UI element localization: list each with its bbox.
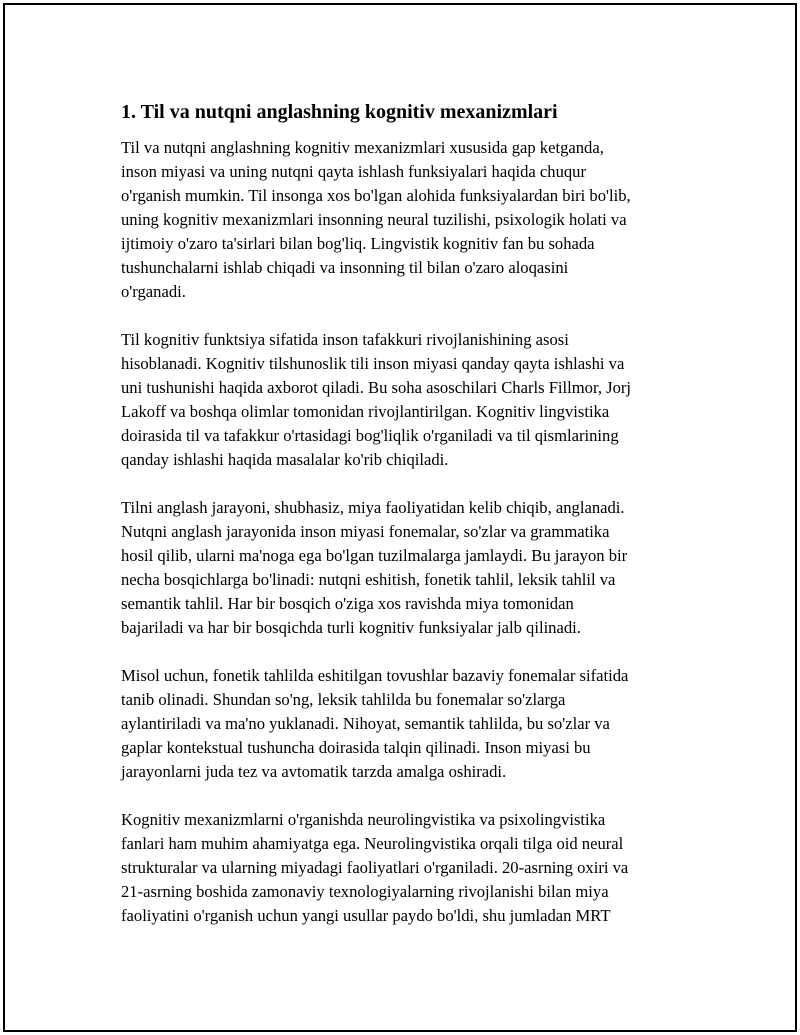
text-line: hosil qilib, ularni ma'noga ega bo'lgan tuzilmalarga jamlaydi. Bu jarayon bir <box>121 546 628 565</box>
text-line: o'rganadi. <box>121 282 186 301</box>
text-line: bajariladi va har bir bosqichda turli kognitiv funksiyalar jalb qilinadi. <box>121 618 581 637</box>
text-line: faoliyatini o'rganish uchun yangi usullar paydo bo'ldi, shu jumladan MRT <box>121 906 611 925</box>
text-line: Til va nutqni anglashning kognitiv mexanizmlari xususida gap ketganda, <box>121 138 604 157</box>
text-line: ijtimoiy o'zaro ta'sirlari bilan bog'liq. Lingvistik kognitiv fan bu sohada <box>121 234 595 253</box>
paragraph-1 <box>121 136 701 304</box>
text-line: Lakoff va boshqa olimlar tomonidan rivojlantirilgan. Kognitiv lingvistika <box>121 402 610 421</box>
text-line: doirasida til va tafakkur o'rtasidagi bog'liqlik o'rganiladi va til qismlarining <box>121 426 619 445</box>
text-line: Nutqni anglash jarayonida inson miyasi fonemalar, so'zlar va grammatika <box>121 522 610 541</box>
text-line: Kognitiv mexanizmlarni o'rganishda neurolingvistika va psixolingvistika <box>121 810 606 829</box>
text-line: gaplar kontekstual tushuncha doirasida talqin qilinadi. Inson miyasi bu <box>121 738 591 757</box>
document-body <box>121 99 701 952</box>
text-line: fanlari ham muhim ahamiyatga ega. Neurolingvistika orqali tilga oid neural <box>121 834 624 853</box>
page-frame <box>3 3 797 1032</box>
text-line: aylantiriladi va ma'no yuklanadi. Nihoyat, semantik tahlilda, bu so'zlar va <box>121 714 610 733</box>
paragraph-4 <box>121 664 701 784</box>
text-line: semantik tahlil. Har bir bosqich o'ziga xos ravishda miya tomonidan <box>121 594 574 613</box>
paragraph-5 <box>121 808 701 928</box>
text-line: Tilni anglash jarayoni, shubhasiz, miya faoliyatidan kelib chiqib, anglanadi. <box>121 498 625 517</box>
text-line: tanib olinadi. Shundan so'ng, leksik tahlilda bu fonemalar so'zlarga <box>121 690 566 709</box>
section-heading: 1. Til va nutqni anglashning kognitiv mexanizmlari <box>121 101 558 123</box>
text-line: necha bosqichlarga bo'linadi: nutqni eshitish, fonetik tahlil, leksik tahlil va <box>121 570 616 589</box>
text-line: qanday ishlashi haqida masalalar ko'rib chiqiladi. <box>121 450 449 469</box>
text-line: o'rganish mumkin. Til insonga xos bo'lgan alohida funksiyalardan biri bo'lib, <box>121 186 631 205</box>
paragraph-3 <box>121 496 701 640</box>
text-line: hisoblanadi. Kognitiv tilshunoslik tili inson miyasi qanday qayta ishlashi va <box>121 354 625 373</box>
paragraph-2 <box>121 328 701 472</box>
text-line: uni tushunishi haqida axborot qiladi. Bu soha asoschilari Charls Fillmor, Jorj <box>121 378 632 397</box>
text-line: 21-asrning boshida zamonaviy texnologiyalarning rivojlanishi bilan miya <box>121 882 609 901</box>
text-line: strukturalar va ularning miyadagi faoliyatlari o'rganiladi. 20-asrning oxiri va <box>121 858 629 877</box>
text-line: Til kognitiv funktsiya sifatida inson tafakkuri rivojlanishining asosi <box>121 330 569 349</box>
text-line: uning kognitiv mexanizmlari insonning neural tuzilishi, psixologik holati va <box>121 210 627 229</box>
text-line: Misol uchun, fonetik tahlilda eshitilgan tovushlar bazaviy fonemalar sifatida <box>121 666 629 685</box>
text-line: tushunchalarni ishlab chiqadi va insonning til bilan o'zaro aloqasini <box>121 258 569 277</box>
text-line: jarayonlarni juda tez va avtomatik tarzda amalga oshiradi. <box>121 762 507 781</box>
text-line: inson miyasi va uning nutqni qayta ishlash funksiyalari haqida chuqur <box>121 162 587 181</box>
